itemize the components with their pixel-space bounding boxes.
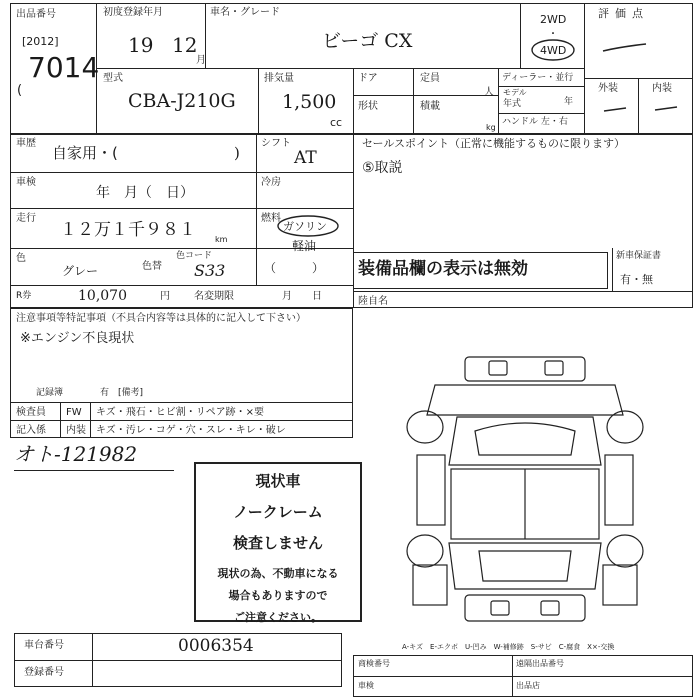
inspector-code: FW [66, 407, 82, 418]
color-label: 色 [16, 253, 26, 264]
sales-point-label: セールスポイント（正常に機能するものに限ります） [362, 137, 626, 150]
divider [10, 420, 353, 421]
mileage-label: 走行 [16, 213, 36, 224]
yen-unit: 円 [160, 291, 170, 302]
divider [90, 402, 91, 438]
divider [10, 208, 353, 209]
kg-unit: kg [486, 123, 496, 132]
divider [498, 86, 584, 87]
recycle-fee-value: 10,070 [78, 288, 127, 304]
chassis-label: 車台番号 [24, 640, 64, 651]
shift-label: シフト [261, 138, 291, 149]
first-registration-year: 19 [128, 33, 154, 57]
inspection-value: 年 月（ 日） [96, 185, 194, 201]
divider [512, 655, 513, 697]
color-change-label: 色替 [142, 261, 162, 272]
divider [638, 78, 639, 134]
recycle-fee-label: R券 [16, 291, 32, 301]
notice-line-6: ご注意ください。 [234, 611, 322, 624]
sub-label-4: 出品店 [516, 681, 540, 690]
inspector-items: キズ・飛石・ヒビ割・リペア跡・×要 [96, 407, 264, 418]
notice-line-2: ノークレーム [233, 503, 323, 521]
score-dash-icon [600, 40, 650, 56]
notes-section [10, 308, 353, 438]
door-label: ドア [358, 73, 378, 84]
divider [612, 248, 613, 291]
displacement-label: 排気量 [264, 73, 294, 84]
name-change-value: 月 日 [282, 291, 322, 302]
divider [498, 68, 499, 134]
first-registration-label: 初度登録年月 [103, 7, 163, 18]
model-value: CBA-J210G [128, 90, 236, 112]
divider [256, 134, 257, 285]
inspection-label: 車検 [16, 177, 36, 188]
color-code-label: 色コード [176, 251, 213, 261]
inspector-label: 検査員 [16, 407, 46, 418]
sales-point-value: ⑤取説 [362, 160, 403, 176]
notes-value: ※エンジン不良現状 [20, 331, 135, 346]
load-label: 積載 [420, 101, 440, 112]
equipment-notice: 装備品欄の表示は無効 [358, 259, 528, 279]
capacity-label: 定員 [420, 73, 440, 84]
chassis-value: 0006354 [178, 636, 254, 656]
fuel-diesel: 軽油 [292, 239, 317, 253]
divider [10, 402, 353, 403]
warranty-value: 有・無 [620, 273, 653, 286]
km-unit: km [215, 235, 228, 244]
history-close: ) [234, 144, 240, 162]
fuel-gasoline: ガソリン [283, 220, 327, 233]
year-tag: [2012] [22, 35, 59, 48]
warranty-label: 新車保証書 [616, 251, 662, 261]
interior-label: 内装 [652, 83, 672, 94]
color-value: グレー [62, 264, 99, 278]
notice-line-1: 現状車 [255, 472, 301, 490]
name-grade-value: ビーゴ CX [322, 30, 413, 52]
history-value: 自家用・( [52, 144, 118, 162]
handwritten-underline [14, 470, 174, 471]
year-unit: 年 [564, 97, 574, 107]
sub-label-3: 遠隔出品番号 [516, 659, 564, 668]
divider [353, 291, 693, 292]
handwritten-code: オト-121982 [14, 442, 138, 466]
divider [353, 95, 498, 96]
displacement-value: 1,500 [282, 91, 337, 113]
reg-number-label: 登録番号 [24, 667, 64, 678]
car-damage-diagram [395, 355, 655, 630]
first-registration-month: 12 [172, 33, 198, 57]
divider [60, 402, 61, 438]
notice-line-3: 検査しません [232, 534, 323, 552]
exterior-dash-icon [600, 102, 630, 116]
divider [14, 660, 342, 661]
arrival-label: 陸自名 [358, 296, 388, 307]
dealer-label: ディーラー・並行 [502, 73, 574, 83]
fuel-paren: （ ） [264, 261, 325, 275]
divider [10, 285, 353, 286]
drive-dot: ・ [548, 29, 558, 40]
score-label: 評価点 [598, 7, 649, 20]
drive-2wd: 2WD [540, 13, 567, 26]
notes-header: 注意事項等特記事項（不具合内容等は具体的に記入して下さい） [16, 313, 306, 324]
entry-label: 記入係 [16, 425, 46, 436]
model-year-label-1: モデル [503, 88, 527, 97]
notice-line-5: 場合もありますので [228, 589, 328, 602]
color-code-value: S33 [194, 261, 226, 280]
record-book-label: 記録簿 [36, 388, 64, 398]
fuel-label: 燃料 [261, 213, 281, 224]
notice-content [194, 464, 362, 625]
record-book-extra: [備考] [118, 388, 144, 398]
displacement-unit: cc [330, 116, 343, 129]
notice-line-4: 現状の為、不動車になる [217, 567, 339, 580]
divider [92, 633, 93, 687]
interior-dash-icon [652, 102, 682, 116]
divider [353, 68, 354, 134]
divider [258, 68, 259, 134]
divider [10, 172, 353, 173]
handle-label: ハンドル 左・右 [502, 117, 568, 127]
mileage-value: １２万１千９８１ [60, 220, 196, 240]
divider [520, 3, 521, 68]
shift-value: AT [294, 148, 317, 168]
exterior-label: 外装 [598, 83, 618, 94]
entry-code: 内装 [66, 425, 86, 436]
record-book-value: 有 [100, 388, 110, 398]
drive-4wd-circle-icon [530, 38, 576, 62]
name-change-label: 名変期限 [194, 291, 234, 302]
month-unit: 月 [196, 55, 206, 66]
ac-label: 冷房 [261, 177, 281, 188]
sub-label-2: 車検 [358, 681, 374, 690]
damage-legend: A-キズ E-エクボ U-凹み W-補修跡 S-サビ C-腐食 X×-交換 [402, 643, 615, 651]
history-label: 車歴 [16, 138, 36, 149]
fuel-selected-circle-icon [276, 214, 340, 238]
body-shape-label: 形状 [358, 101, 378, 112]
paren-open: ( [17, 83, 23, 98]
divider [413, 68, 414, 134]
divider [353, 676, 693, 677]
model-year-label-2: 年式 [503, 99, 522, 109]
lot-label: 出品番号 [16, 9, 56, 20]
name-grade-label: 車名・グレード [210, 7, 280, 18]
divider [498, 113, 584, 114]
model-label: 型式 [103, 73, 123, 84]
divider [96, 68, 584, 69]
lot-number: 7014 [28, 51, 100, 84]
divider [584, 3, 585, 134]
sub-label-1: 商検番号 [358, 659, 390, 668]
person-unit: 人 [484, 87, 494, 98]
entry-items: キズ・汚レ・コゲ・穴・スレ・キレ・破レ [96, 425, 286, 436]
drive-4wd: 4WD [540, 44, 567, 57]
